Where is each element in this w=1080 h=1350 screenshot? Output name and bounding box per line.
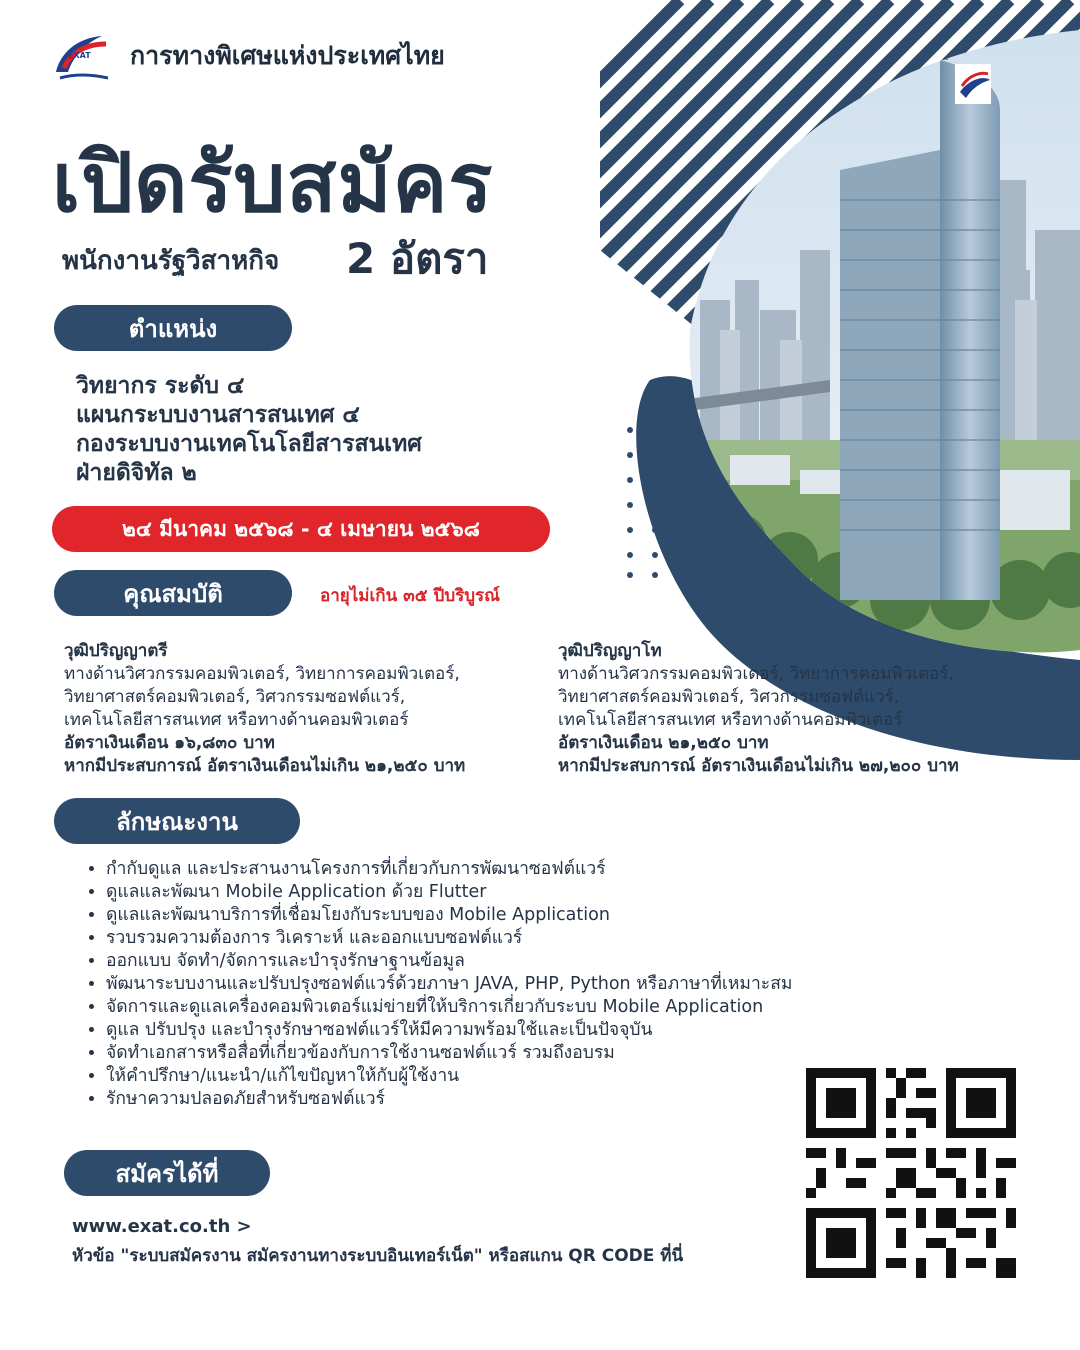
duty-item: • ออกแบบ จัดทำ/จัดการและบำรุงรักษาฐานข้อมูล: [106, 950, 966, 973]
bachelor-salary: อัตราเงินเดือน ๑๖,๘๓๐ บาท: [64, 733, 275, 753]
duty-item: • จัดการและดูแลเครื่องคอมพิวเตอร์แม่ข่ายที่ให้บริการเกี่ยวกับระบบ Mobile Application: [106, 996, 966, 1019]
duty-item: • ดูแลและพัฒนา Mobile Application ด้วย Flutter: [106, 881, 966, 904]
position-line: กองระบบงานเทคโนโลยีสารสนเทศ: [76, 431, 422, 457]
logo-text: EXAT: [68, 51, 91, 60]
position-count: 2 อัตรา: [346, 234, 489, 283]
bachelor-qualification: [64, 640, 544, 778]
duty-item: • ดูแล ปรับปรุง และบำรุงรักษาซอฟต์แวร์ให้มีความพร้อมใช้และเป็นปัจจุบัน: [106, 1019, 966, 1042]
position-line: วิทยากร ระดับ ๔: [76, 373, 245, 399]
position-line: ฝ่ายดิจิทัล ๒: [76, 460, 197, 486]
exat-logo: [50, 28, 114, 84]
duty-item: • รักษาความปลอดภัยสำหรับซอฟต์แวร์: [106, 1088, 966, 1111]
apply-instruction: หัวข้อ "ระบบสมัครงาน สมัครงานทางระบบอินเทอร์เน็ต" หรือสแกน QR CODE ที่นี่: [72, 1246, 684, 1266]
application-date-range: ๒๔ มีนาคม ๒๕๖๘ - ๔ เมษายน ๒๕๖๘: [52, 506, 550, 552]
qr-code[interactable]: [806, 1068, 1016, 1278]
master-field-line: วิทยาศาสตร์คอมพิวเตอร์, วิศวกรรมซอฟต์แวร์,: [558, 687, 900, 707]
employee-type: พนักงานรัฐวิสาหกิจ: [62, 246, 280, 276]
bachelor-field-line: เทคโนโลยีสารสนเทศ หรือทางด้านคอมพิวเตอร์: [64, 710, 409, 730]
bachelor-experience-salary: หากมีประสบการณ์ อัตราเงินเดือนไม่เกิน ๒๑,๒๕๐ บาท: [64, 756, 466, 776]
age-requirement: อายุไม่เกิน ๓๕ ปีบริบูรณ์: [320, 586, 500, 606]
bachelor-field-line: วิทยาศาสตร์คอมพิวเตอร์, วิศวกรรมซอฟต์แวร์,: [64, 687, 406, 707]
duty-item: • รวบรวมความต้องการ วิเคราะห์ และออกแบบซอฟต์แวร์: [106, 927, 966, 950]
position-details: [76, 372, 422, 488]
position-heading: ตำแหน่ง: [54, 305, 292, 351]
duty-item: • พัฒนาระบบงานและปรับปรุงซอฟต์แวร์ด้วยภาษา JAVA, PHP, Python หรือภาษาที่เหมาะสม: [106, 973, 966, 996]
position-line: แผนกระบบงานสารสนเทศ ๔: [76, 402, 360, 428]
duty-item: • ให้คำปรึกษา/แนะนำ/แก้ไขปัญหาให้กับผู้ใช้งาน: [106, 1065, 966, 1088]
master-salary: อัตราเงินเดือน ๒๑,๒๕๐ บาท: [558, 733, 769, 753]
bachelor-field-line: ทางด้านวิศวกรรมคอมพิวเตอร์, วิทยาการคอมพิวเตอร์,: [64, 664, 460, 684]
duty-item: • กำกับดูแล และประสานงานโครงการที่เกี่ยวกับการพัฒนาซอฟต์แวร์: [106, 858, 966, 881]
apply-heading: สมัครได้ที่: [64, 1150, 270, 1196]
master-field-line: เทคโนโลยีสารสนเทศ หรือทางด้านคอมพิวเตอร์: [558, 710, 903, 730]
qualifications-heading: คุณสมบัติ: [54, 570, 292, 616]
master-title: วุฒิปริญญาโท: [558, 641, 662, 661]
master-qualification: [558, 640, 1058, 778]
website-link[interactable]: www.exat.co.th >: [72, 1216, 252, 1237]
organization-name: การทางพิเศษแห่งประเทศไทย: [130, 41, 445, 70]
master-field-line: ทางด้านวิศวกรรมคอมพิวเตอร์, วิทยาการคอมพิวเตอร์,: [558, 664, 954, 684]
duty-item: • จัดทำเอกสารหรือสื่อที่เกี่ยวข้องกับการใช้งานซอฟต์แวร์ รวมถึงอบรม: [106, 1042, 966, 1065]
page-title: เปิดรับสมัคร: [52, 136, 494, 231]
duty-item: • ดูแลและพัฒนาบริการที่เชื่อมโยงกับระบบของ Mobile Application: [106, 904, 966, 927]
bachelor-title: วุฒิปริญญาตรี: [64, 641, 168, 661]
master-experience-salary: หากมีประสบการณ์ อัตราเงินเดือนไม่เกิน ๒๗,๒๐๐ บาท: [558, 756, 959, 776]
job-description-heading: ลักษณะงาน: [54, 798, 300, 844]
